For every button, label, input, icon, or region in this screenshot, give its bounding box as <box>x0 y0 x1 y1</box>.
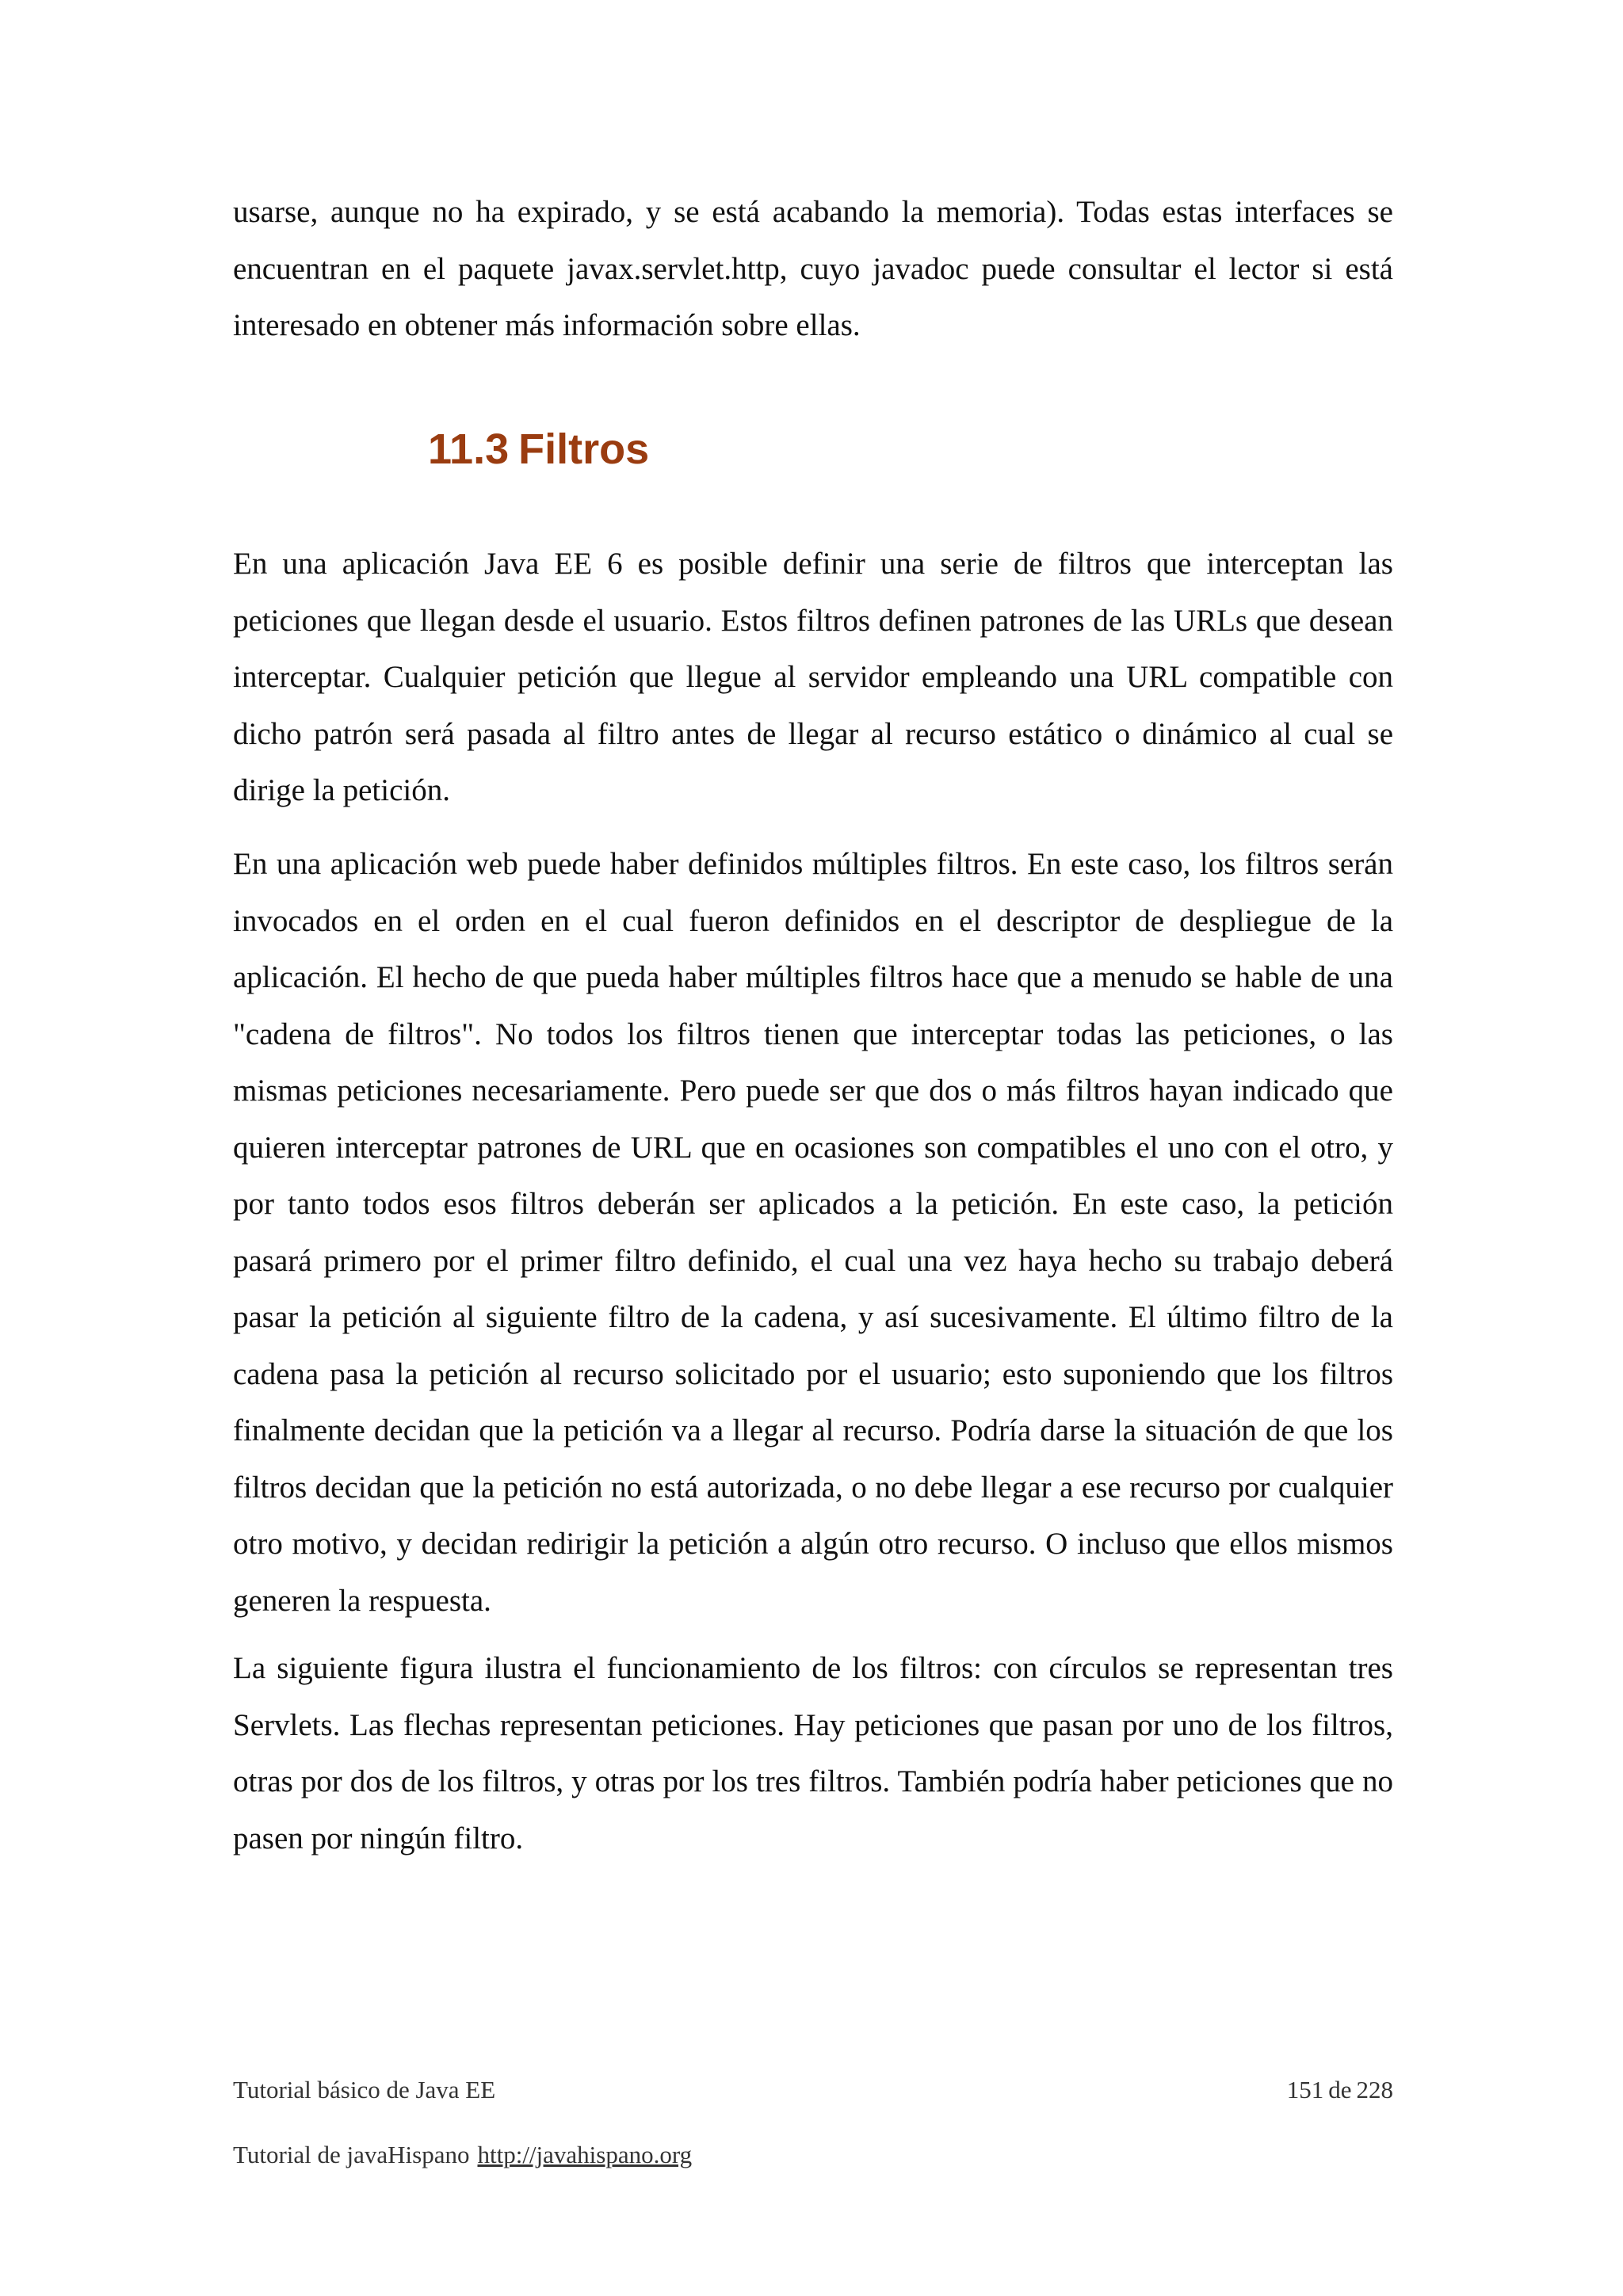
footer-doc-title: Tutorial básico de Java EE <box>233 2076 496 2103</box>
page-separator: de <box>1328 2076 1352 2103</box>
page-number <box>1287 2074 1393 2106</box>
footer-site-label: Tutorial de javaHispano <box>233 2141 470 2168</box>
paragraph-intro: usarse, aunque no ha expirado, y se está acabando la memoria). Todas estas interfaces se encuentran en el paquete javax.servlet.http, cuyo javadoc puede consultar el lector si está interesado en obtener más información sobre ellas. <box>233 195 1393 342</box>
paragraph-filters-intro: En una aplicación Java EE 6 es posible definir una serie de filtros que interceptan las peticiones que llegan desde el usuario. Estos filtros definen patrones de las URLs que desean interceptar. Cualquier petición que llegue al servidor empleando una URL compatible con dicho patrón será pasada al filtro antes de llegar al recurso estático o dinámico al cual se dirige la petición. <box>233 547 1393 807</box>
page-total: 228 <box>1356 2076 1393 2103</box>
section-heading <box>428 421 649 477</box>
section-number: 11.3 <box>428 425 510 473</box>
section-title: Filtros <box>518 425 650 473</box>
paragraph-filter-chain: En una aplicación web puede haber definidos múltiples filtros. En este caso, los filtros serán invocados en el orden en el cual fueron definidos en el descriptor de despliegue de la aplicación. El hecho de que pueda haber múltiples filtros hace que a menudo se hable de una "cadena de filtros". No todos los filtros tienen que interceptar todas las peticiones, o las mismas peticiones necesariamente. Pero puede ser que dos o más filtros hayan indicado que quieren interceptar patrones de URL que en ocasiones son compatibles el uno con el otro, y por tanto todos esos filtros deberán ser aplicados a la petición. En este caso, la petición pasará primero por el primer filtro definido, el cual una vez haya hecho su trabajo deberá pasar la petición al siguiente filtro de la cadena, y así sucesivamente. El último filtro de la cadena pasa la petición al recurso solicitado por el usuario; esto suponiendo que los filtros finalmente decidan que la petición va a llegar al recurso. Podría darse la situación de que los filtros decidan que la petición no está autorizada, o no debe llegar a ese recurso por cualquier otro motivo, y decidan redirigir la petición a algún otro recurso. O incluso que ellos mismos generen la respuesta. <box>233 847 1393 1618</box>
footer-site <box>233 2139 692 2171</box>
footer-site-link[interactable]: http://javahispano.org <box>477 2141 693 2168</box>
page-current: 151 <box>1286 2076 1324 2103</box>
paragraph-figure-description: La siguiente figura ilustra el funcionamiento de los filtros: con círculos se representan tres Servlets. Las flechas representan peticiones. Hay peticiones que pasan por uno de los filtros, otras por dos de los filtros, y otras por los tres filtros. También podría haber peticiones que no pasen por ningún filtro. <box>233 1651 1393 1855</box>
